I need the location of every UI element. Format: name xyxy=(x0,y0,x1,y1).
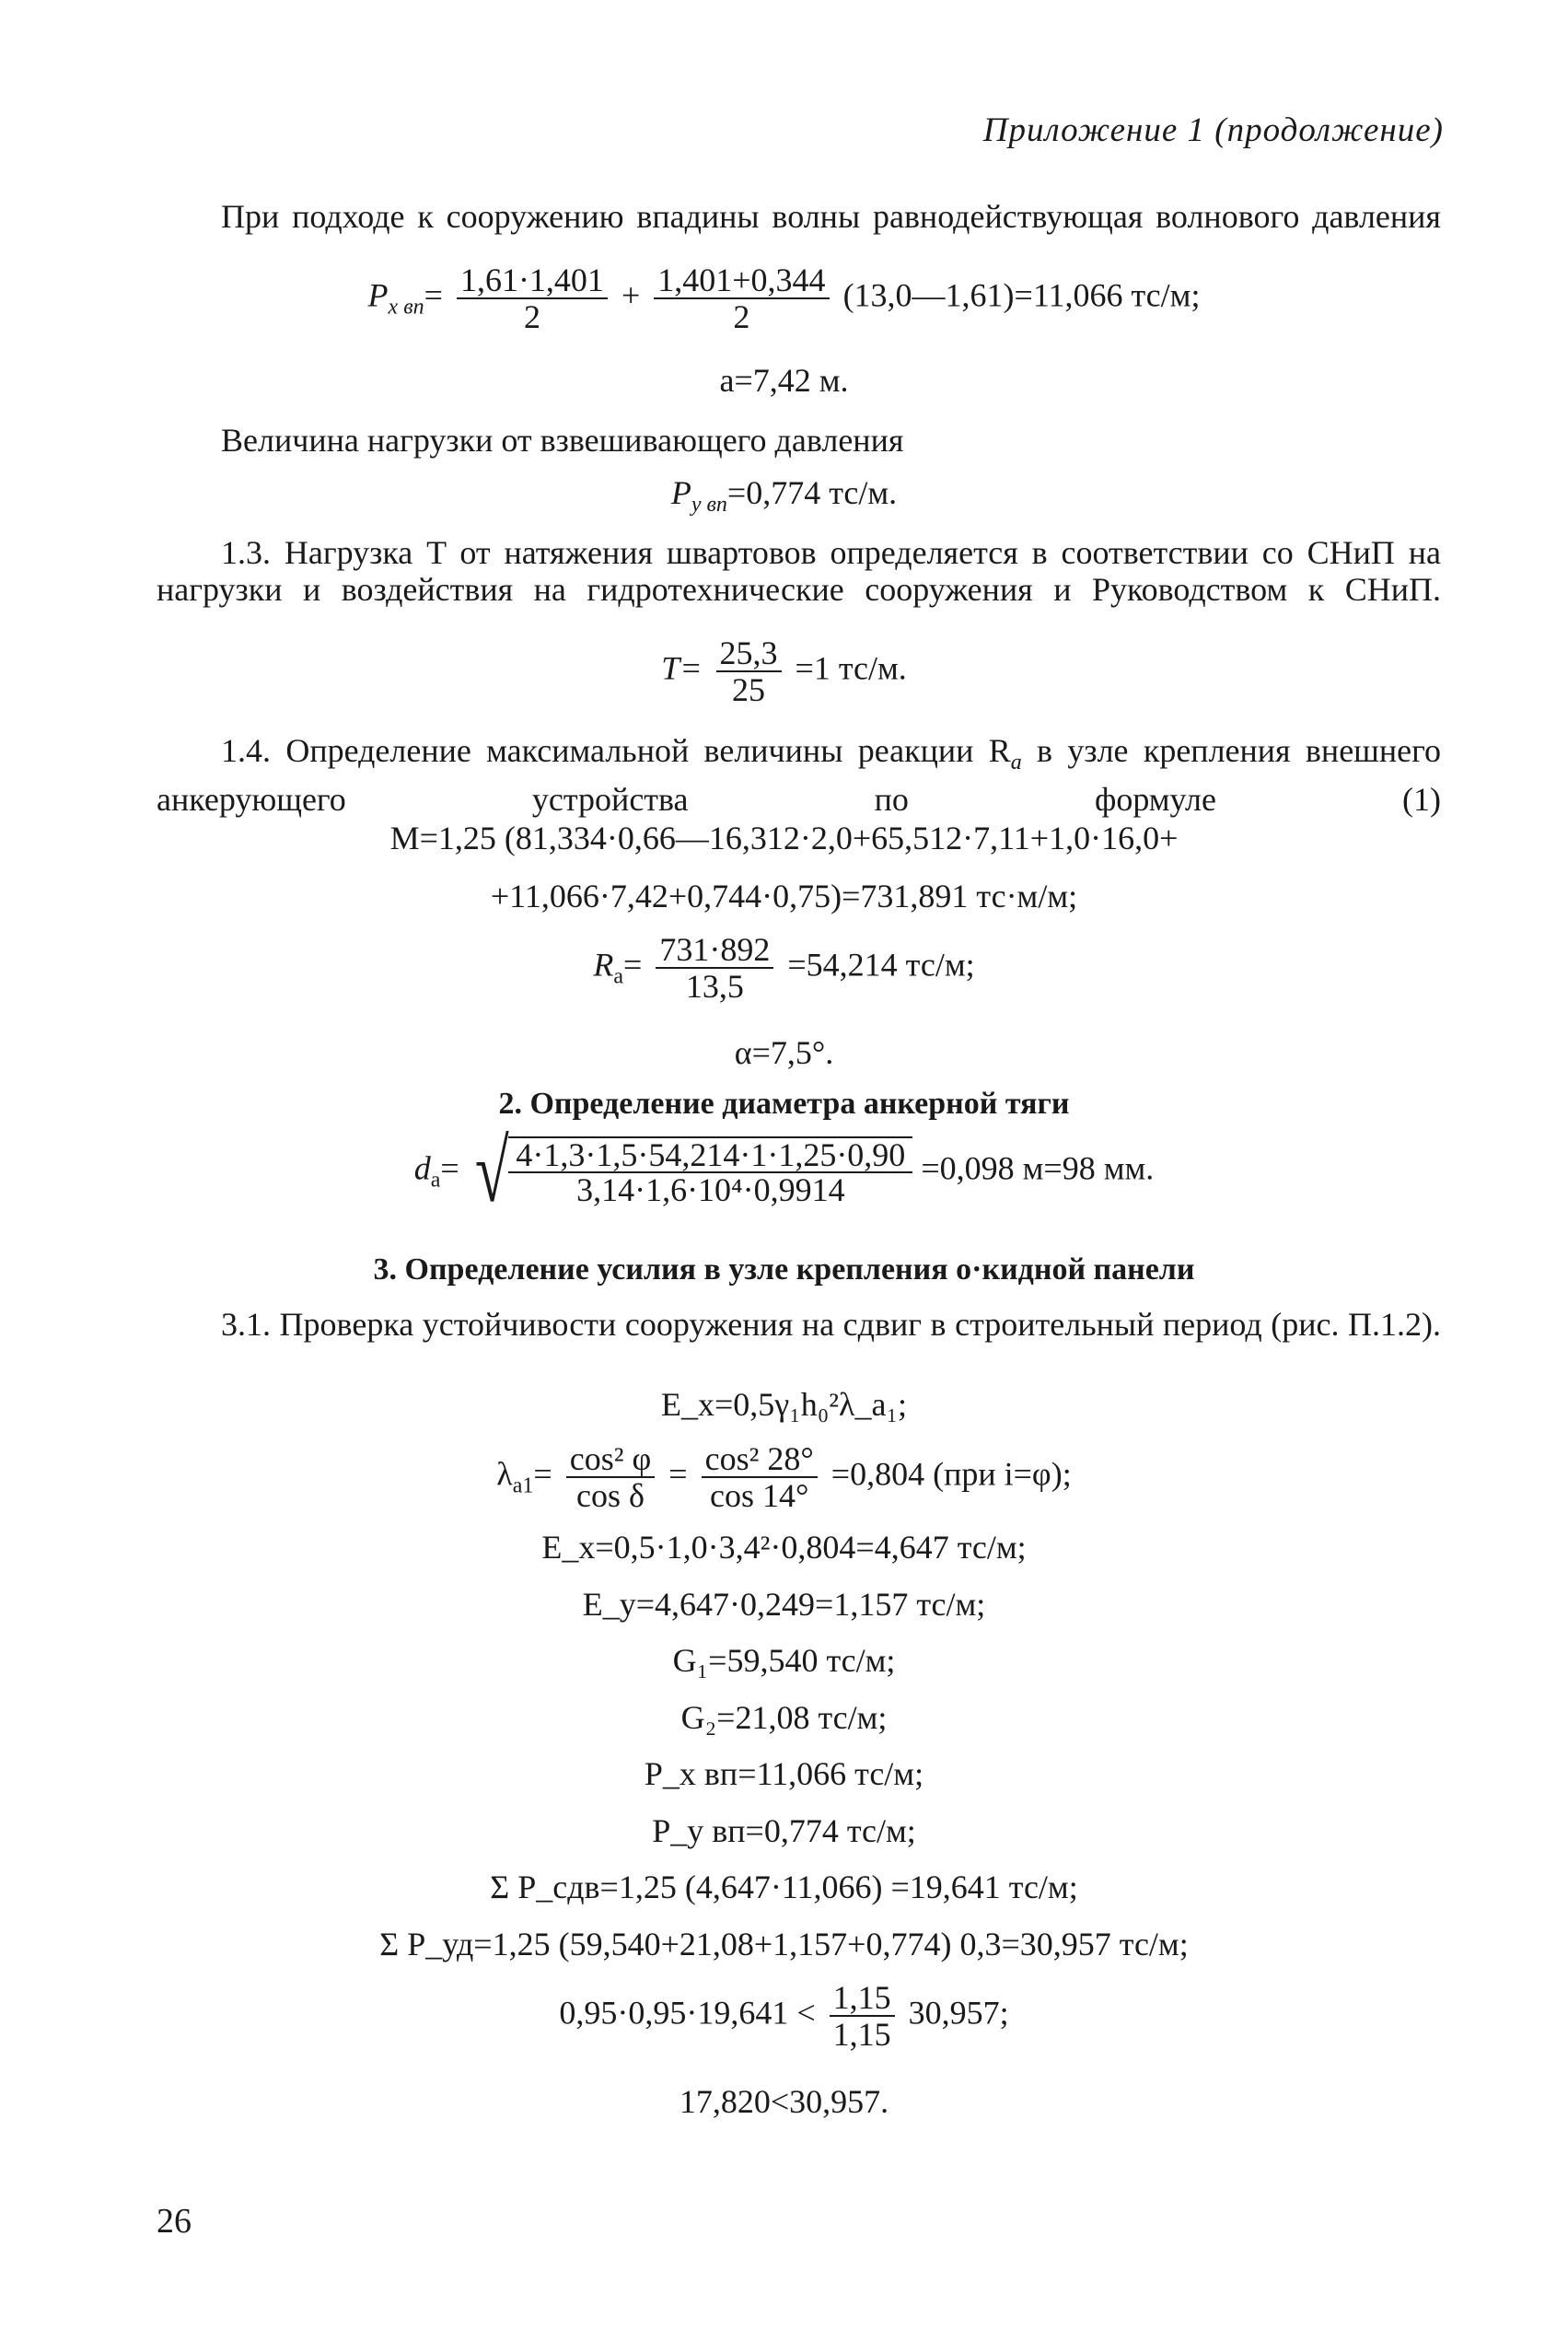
page-header: Приложение 1 (продолжение) xyxy=(982,111,1444,149)
formula-rest: =54,214 тс/м; xyxy=(787,946,975,984)
formula-eq-2: = xyxy=(668,1455,688,1493)
fraction-ineq xyxy=(830,1980,895,2052)
formula-a: a=7,42 м. xyxy=(719,362,849,399)
fraction-2-num: 1,401+0,344 xyxy=(654,262,829,299)
fraction-lambda-2 xyxy=(702,1441,818,1513)
formula-inequality xyxy=(0,1980,1568,2052)
fraction-lambda-1-num: cos² φ xyxy=(566,1441,656,1478)
formula-result: 17,820<30,957. xyxy=(679,2083,889,2120)
formula-eq: = xyxy=(623,946,643,984)
formula-sum-hold: Σ P_уд=1,25 (59,540+21,08+1,157+0,774) 0,3=30,957 тс/м; xyxy=(379,1926,1189,1962)
formula-px-vp-2: P_x вп=11,066 тс/м; xyxy=(644,1755,924,1792)
formula-px-vp xyxy=(0,262,1568,334)
formula-py-vp xyxy=(0,474,1568,523)
paragraph-buoyancy: Величина нагрузки от взвешивающего давления xyxy=(221,422,904,459)
paragraph-wave-pressure: При подходе к сооружению впадины волны равнодействующая волнового давления xyxy=(221,198,1441,235)
formula-da xyxy=(0,1122,1568,1220)
formula-rest: =0,804 (при i=φ); xyxy=(830,1455,1072,1493)
formula-m-line1: M=1,25 (81,334·0,66—16,312·2,0+65,512·7,11+1,0·16,0+ xyxy=(389,820,1179,856)
formula-rest: (13,0—1,61)=11,066 тс/м; xyxy=(842,276,1201,314)
formula-subscript: а xyxy=(613,964,624,989)
fraction-2 xyxy=(654,262,829,334)
formula-subscript: а xyxy=(430,1168,441,1193)
paragraph-1-3: 1.3. Нагрузка T от натяжения швартовов определяется в соответствии со СНиП на нагрузки и воздействия на гидротехнические сооружения и Руководством к СНиП. xyxy=(157,534,1441,608)
paragraph-3-1: 3.1. Проверка устойчивости сооружения на сдвиг в строительный период (рис. П.1.2). xyxy=(221,1306,1441,1343)
fraction-ineq-den: 1,15 xyxy=(832,2016,891,2053)
formula-lhs: 0,95·0,95·19,641 < xyxy=(559,1994,816,2032)
fraction-ra-den: 13,5 xyxy=(685,968,744,1005)
fraction-t xyxy=(716,635,782,707)
formula-alpha: α=7,5°. xyxy=(734,1034,834,1071)
formula-symbol: P xyxy=(367,276,389,314)
formula-symbol: P xyxy=(670,474,691,511)
formula-symbol: λ xyxy=(496,1455,513,1493)
fraction-lambda-2-den: cos 14° xyxy=(710,1477,809,1514)
section-heading-2: 2. Определение диаметра анкерной тяги xyxy=(498,1087,1070,1121)
fraction-ineq-num: 1,15 xyxy=(830,1980,895,2017)
formula-g1: G₁=59,540 тс/м; xyxy=(672,1642,896,1679)
formula-rest: 30,957; xyxy=(908,1994,1009,2032)
formula-t xyxy=(0,635,1568,707)
fraction-ra xyxy=(656,932,773,1004)
fraction-lambda-1 xyxy=(566,1441,656,1513)
formula-rest: =0,098 м=98 мм. xyxy=(921,1149,1155,1187)
fraction-1 xyxy=(457,262,608,334)
radicand-num: 4·1,3·1,5·54,214·1·1,25·0,90 xyxy=(508,1138,912,1173)
fraction-1-num: 1,61·1,401 xyxy=(457,262,608,299)
radical-sign-icon: √ xyxy=(474,1122,509,1220)
paragraph-1-4-rest: в узле крепления внешнего анкерующего устройства по формуле (1) xyxy=(157,732,1442,819)
formula-symbol: d xyxy=(413,1149,431,1187)
formula-ex-value: E_x=0,5·1,0·3,4²·0,804=4,647 тс/м; xyxy=(541,1529,1027,1566)
formula-ey-value: E_y=4,647·0,249=1,157 тс/м; xyxy=(582,1586,986,1623)
formula-rest: =0,774 тс/м. xyxy=(726,474,898,511)
section-heading-3: 3. Определение усилия в узле крепления о·кидной панели xyxy=(373,1252,1195,1287)
formula-eq: = xyxy=(440,1149,459,1187)
formula-subscript: a1 xyxy=(512,1473,534,1498)
fraction-t-den: 25 xyxy=(732,671,766,708)
formula-g2: G₂=21,08 тс/м; xyxy=(680,1699,888,1736)
formula-lhs: T= xyxy=(661,649,703,687)
formula-m-line2: +11,066·7,42+0,744·0,75)=731,891 тс·м/м; xyxy=(490,878,1078,914)
formula-ra xyxy=(0,932,1568,1004)
fraction-ra-num: 731·892 xyxy=(656,932,773,969)
radicand xyxy=(508,1136,912,1206)
formula-symbol: R xyxy=(593,946,614,984)
fraction-lambda-1-den: cos δ xyxy=(576,1477,645,1514)
formula-py-vp-2: P_y вп=0,774 тс/м; xyxy=(652,1812,916,1849)
formula-plus: + xyxy=(621,276,641,314)
fraction-1-den: 2 xyxy=(523,298,540,335)
formula-sum-shear: Σ P_сдв=1,25 (4,647·11,066) =19,641 тс/м; xyxy=(490,1869,1078,1905)
paragraph-1-4-sub: а xyxy=(1010,751,1022,775)
formula-eq: = xyxy=(533,1455,552,1493)
formula-rest: =1 тс/м. xyxy=(795,649,907,687)
square-root xyxy=(468,1122,913,1220)
fraction-2-den: 2 xyxy=(733,298,750,335)
paragraph-1-4 xyxy=(157,732,1441,818)
formula-eq: = xyxy=(424,276,443,314)
radicand-den: 3,14·1,6·10⁴·0,9914 xyxy=(576,1171,845,1208)
fraction-t-num: 25,3 xyxy=(716,635,782,672)
formula-ex-def: E_x=0,5γ₁h₀²λ_a₁; xyxy=(660,1386,908,1423)
formula-subscript: y вп xyxy=(691,493,727,518)
formula-lambda xyxy=(0,1441,1568,1513)
fraction-lambda-2-num: cos² 28° xyxy=(702,1441,818,1478)
formula-subscript: x вп xyxy=(388,295,424,320)
page-number: 26 xyxy=(157,2202,192,2241)
paragraph-1-4-start: 1.4. Определение максимальной величины реакции R xyxy=(221,732,1011,769)
